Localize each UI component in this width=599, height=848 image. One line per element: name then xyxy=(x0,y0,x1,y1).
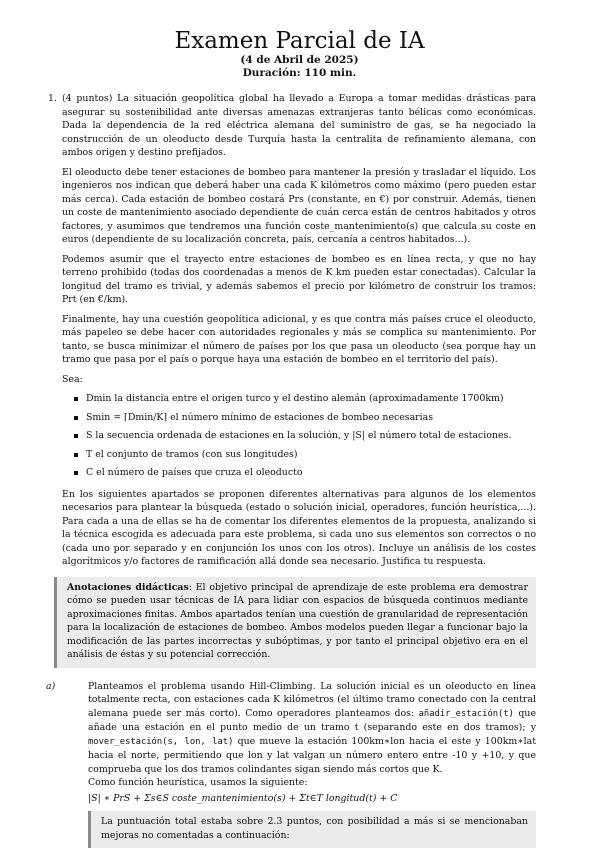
part-a-text xyxy=(88,680,536,777)
heuristic-formula: |S| ∗ PrS + Σs∈S coste_mantenimiento(s) + Σt∈T longitud(t) + C xyxy=(88,792,398,804)
exam-date: (4 de Abril de 2025) xyxy=(240,54,359,66)
header xyxy=(0,28,599,80)
didactic-note-text: : El objetivo principal de aprendizaje de este problema era demostrar cómo se pueden usar técnicas de IA para lidiar con espacios de búsqueda continuos mediante aproximaciones finitas. Ambos apartados tenían una cuestión de granularidad de representación para la localización de estaciones de bombeo. Ambos modelos pueden llegar a funcionar bajo la modificación de las partes incorrectas y subóptimas, y por tanto el principal objetivo era en el análisis de éstas y su potencial corrección. xyxy=(67,581,528,660)
question-paragraph-2: El oleoducto debe tener estaciones de bombeo para mantener la presión y trasladar el líquido. Los ingenieros nos indican que deberá haber una cada K kilómetros como máximo (pero pueden estar más cerca). Cada estación de bombeo costará Prs (constante, en €) por construir. Además, tienen un coste de mantenimiento asociado dependiente de cuán cerca están de centros habitados y otros factores, y asumimos que tendremos una función coste_mantenimiento(s) que calcula su coste en euros (dependiente de su localización concreta, país, cercanía a centros habitados...). xyxy=(62,166,536,245)
question-number: 1. xyxy=(48,93,57,104)
part-a-text-2: que añade una estación en el punto medio de un tramo t (separando este en dos tramos); y xyxy=(88,707,536,733)
part-a-text-3: que mueve la estación 100km∗lon hacia el este y 100km∗lat hacia el norte, permitiendo que lon y lat valgan un número entero entre -10 y +10, y que comprueba que los dos tramos colindantes sigan siendo más cortos que K. xyxy=(88,735,536,775)
page-title: Examen Parcial de IA xyxy=(174,28,425,54)
sea-label: Sea: xyxy=(62,373,83,385)
heuristic-intro: Como función heurística, usamos la siguiente: xyxy=(88,777,308,788)
question-paragraph-3: Podemos asumir que el trayecto entre estaciones de bombeo es en línea recta, y que no hay terreno prohibido (todas dos coordenadas a menos de K km pueden estar conectadas). Calcular la longitud del tramo es trivial, y además sabemos el precio por kilómetro de construir los tramos: Prt (en €/km). xyxy=(62,253,536,305)
question-paragraph-4: Finalmente, hay una cuestión geopolítica adicional, y es que contra más países cruce el oleoducto, más papeleo se debe hacer con autoridades regionales y más se complica su mantenimiento. Por tanto, se busca minimizar el número de países por los que pasa un oleoducto (sea porque hay un tramo que pasa por el país o porque haya una estación de bombeo en el territorio del país). xyxy=(62,313,536,365)
didactic-note-title: Anotaciones didácticas xyxy=(67,581,189,593)
part-a-label: a) xyxy=(46,680,56,692)
operator-add-station: añadir_estación(t) xyxy=(418,708,514,719)
didactic-note xyxy=(54,577,536,668)
list-item: S la secuencia ordenada de estaciones en la solución, y |S| el número total de estaciones. xyxy=(86,429,536,443)
question-paragraph-1: (4 puntos) La situación geopolítica global ha llevado a Europa a tomar medidas drásticas para asegurar su sostenibilidad ante diversas amenazas extranjeras tanto bélicas como económicas. Dada la dependencia de la red eléctrica alemana del suministro de gas, se ha negociado la construcción de un oleoducto desde Turquía hasta la centralita de refinamiento alemana, con ambos origen y destino prefijados. xyxy=(62,93,536,158)
list-item: Smin = ⌈Dmin/K⌉ el número mínimo de estaciones de bombeo necesarias xyxy=(86,411,536,425)
list-item: T el conjunto de tramos (con sus longitudes) xyxy=(86,448,536,462)
exam-duration: Duración: 110 min. xyxy=(242,67,357,79)
definitions-list xyxy=(62,392,536,480)
list-item: Dmin la distancia entre el origen turco y el destino alemán (aproximadamente 1700km) xyxy=(86,392,536,406)
question-paragraph-5: En los siguientes apartados se proponen diferentes alternativas para algunos de los elementos necesarios para plantear la búsqueda (estado o solución inicial, operadores, función heurística,...). Para cada a una de ellas se ha de comentar los diferentes elementos de la propuesta, analizando si la técnica escogida es adecuada para este problema, si cada uno sus elementos son correctos o no (cada uno por separado y en conjunción los unos con los otros). Incluye un análisis de los costes algorítmicos y/o factores de ramificación allá donde sea necesario. Justifica tu respuesta. xyxy=(62,488,536,567)
operator-move-station: mover_estación(s, lon, lat) xyxy=(88,736,234,747)
list-item: C el número de países que cruza el oleoducto xyxy=(86,466,536,480)
part-a-text-1: Planteamos el problema usando Hill-Climbing. La solución inicial es un oleoducto en línea totalmente recta, con estaciones cada K kilómetros (el último tramo conectado con la central alemana puede ser más corto). Como operadores planteamos dos: xyxy=(88,680,536,719)
part-a xyxy=(46,680,536,848)
score-note: La puntuación total estaba sobre 2.3 puntos, con posibilidad a más si se mencionaban mejoras no comentadas a continuación: xyxy=(88,811,536,848)
question-body xyxy=(46,92,536,848)
